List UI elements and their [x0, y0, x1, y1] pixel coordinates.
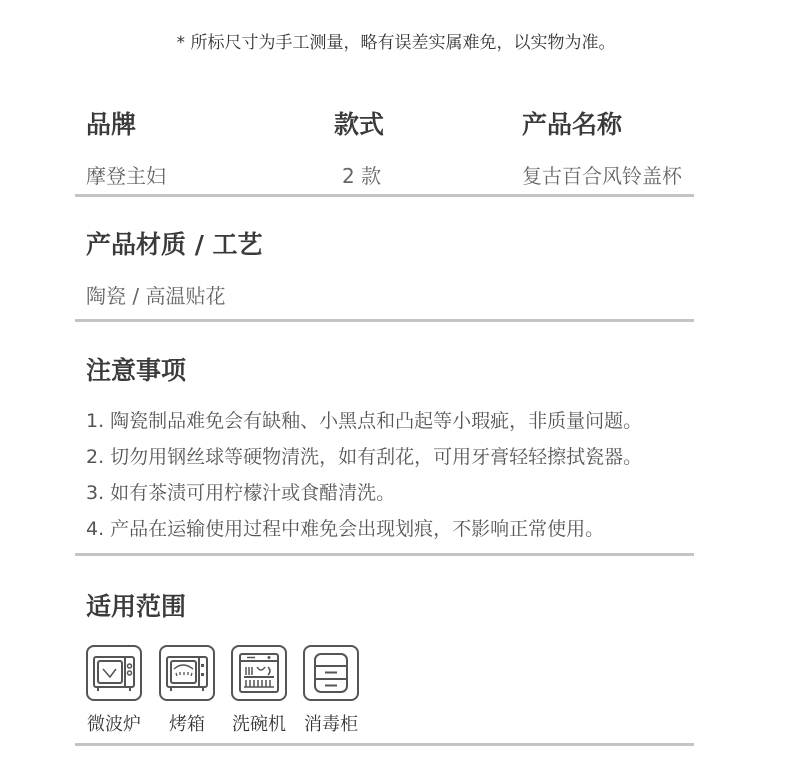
- usage-item-label: 微波炉: [87, 714, 141, 735]
- divider: [75, 194, 694, 197]
- care-note-item: 2. 切勿用钢丝球等硬物清洗，如有刮花，可用牙膏轻轻擦拭瓷器。: [86, 446, 643, 468]
- divider: [75, 553, 694, 556]
- material-label: 产品材质 / 工艺: [86, 230, 263, 259]
- measurement-note: * 所标尺寸为手工测量，略有误差实属难免，以实物为准。: [176, 33, 616, 53]
- usage-item-label: 烤箱: [169, 714, 205, 735]
- product-name-value: 复古百合风铃盖杯: [522, 164, 682, 188]
- style-value: 2 款: [342, 164, 382, 188]
- divider: [75, 319, 694, 322]
- product-name-label: 产品名称: [522, 110, 623, 139]
- usage-label: 适用范围: [86, 592, 187, 621]
- care-note-item: 3. 如有茶渍可用柠檬汁或食醋清洗。: [86, 482, 396, 504]
- usage-item-label: 洗碗机: [232, 714, 286, 735]
- style-label: 款式: [334, 110, 385, 139]
- care-notes-label: 注意事项: [86, 356, 187, 385]
- sterilizer-cabinet-icon: [303, 645, 359, 701]
- care-note-item: 1. 陶瓷制品难免会有缺釉、小黑点和凸起等小瑕疵，非质量问题。: [86, 410, 643, 432]
- care-note-item: 4. 产品在运输使用过程中难免会出现划痕，不影响正常使用。: [86, 518, 605, 540]
- brand-label: 品牌: [86, 110, 137, 139]
- material-value: 陶瓷 / 高温贴花: [86, 284, 226, 308]
- microwave-icon: [86, 645, 142, 701]
- divider: [75, 743, 694, 746]
- brand-value: 摩登主妇: [86, 164, 166, 188]
- oven-icon: [159, 645, 215, 701]
- dishwasher-icon: [231, 645, 287, 701]
- usage-item-label: 消毒柜: [304, 714, 358, 735]
